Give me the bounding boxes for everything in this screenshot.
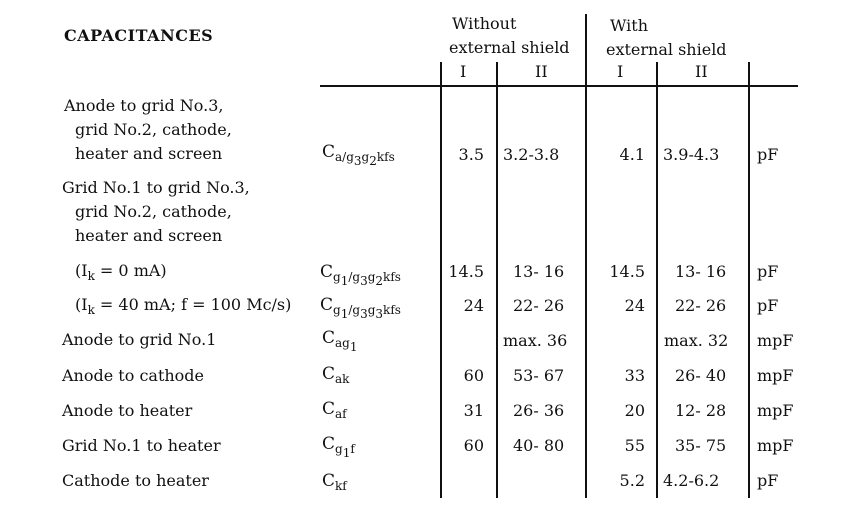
row3-desc: ($I_k = 0$ mA) <box>75 261 167 284</box>
divider-3 <box>585 14 587 498</box>
divider-5 <box>748 62 750 498</box>
header-col-w-II: II <box>695 62 708 81</box>
row8-w-II: 35- 75 <box>675 436 727 455</box>
row1-wo-II: 3.2-3.8 <box>503 145 560 164</box>
row5-unit: mpF <box>757 331 794 350</box>
divider-4 <box>656 62 658 498</box>
row1-w-II: 3.9-4.3 <box>663 145 720 164</box>
row6-unit: mpF <box>757 366 794 385</box>
header-with-line1: With <box>610 16 649 35</box>
row7-w-I: 20 <box>624 401 645 420</box>
row6-wo-II: 53- 67 <box>513 366 565 385</box>
row9-desc: Cathode to heater <box>62 471 209 490</box>
row6-wo-I: 60 <box>463 366 484 385</box>
row9-symbol: $C_{kf}$ <box>322 471 347 493</box>
table-title: CAPACITANCES <box>64 26 214 45</box>
row8-symbol: $C_{g_1f}$ <box>322 434 355 460</box>
row4-wo-II: 22- 26 <box>513 296 565 315</box>
row1-desc-line1: Anode to grid No.3, <box>64 96 224 115</box>
row8-unit: mpF <box>757 436 794 455</box>
header-col-wo-II: II <box>535 62 548 81</box>
row3-unit: pF <box>757 262 779 281</box>
row3-wo-I: 14.5 <box>448 262 484 281</box>
row4-w-I: 24 <box>624 296 645 315</box>
row8-desc: Grid No.1 to heater <box>62 436 221 455</box>
row3-w-I: 14.5 <box>609 262 645 281</box>
row3-symbol: $C_{g_1/g_3g_2kfs}$ <box>320 262 401 288</box>
header-col-w-I: I <box>617 62 624 81</box>
header-rule <box>320 85 798 87</box>
row1-unit: pF <box>757 145 779 164</box>
row6-desc: Anode to cathode <box>62 366 205 385</box>
row6-w-I: 33 <box>624 366 645 385</box>
row7-unit: mpF <box>757 401 794 420</box>
row7-w-II: 12- 28 <box>675 401 727 420</box>
row1-w-I: 4.1 <box>619 145 645 164</box>
row4-w-II: 22- 26 <box>675 296 727 315</box>
row5-symbol: $C_{ag_1}$ <box>322 328 358 354</box>
row7-wo-I: 31 <box>463 401 484 420</box>
divider-2 <box>496 62 498 498</box>
row3-w-II: 13- 16 <box>675 262 727 281</box>
divider-1 <box>440 62 442 498</box>
row1-desc-line3: heater and screen <box>75 144 223 163</box>
row8-w-I: 55 <box>624 436 645 455</box>
row1-desc-line2: grid No.2, cathode, <box>75 120 232 139</box>
row6-symbol: $C_{ak}$ <box>322 364 350 386</box>
row8-wo-II: 40- 80 <box>513 436 565 455</box>
row1-symbol: $C_{a/g_3g_2kfs}$ <box>322 142 395 168</box>
row5-w-II: max. 32 <box>664 331 729 350</box>
row9-w-II: 4.2-6.2 <box>663 471 720 490</box>
row7-wo-II: 26- 36 <box>513 401 565 420</box>
header-without-line1: Without <box>452 14 517 33</box>
row5-wo-II: max. 36 <box>503 331 568 350</box>
row4-wo-I: 24 <box>463 296 484 315</box>
row7-desc: Anode to heater <box>62 401 193 420</box>
header-col-wo-I: I <box>460 62 467 81</box>
row4-unit: pF <box>757 296 779 315</box>
row8-wo-I: 60 <box>463 436 484 455</box>
row2-desc-line1: Grid No.1 to grid No.3, <box>62 178 250 197</box>
row6-w-II: 26- 40 <box>675 366 727 385</box>
row1-wo-I: 3.5 <box>458 145 484 164</box>
row9-unit: pF <box>757 471 779 490</box>
row2-desc-line2: grid No.2, cathode, <box>75 202 232 221</box>
row3-wo-II: 13- 16 <box>513 262 565 281</box>
row4-symbol: $C_{g_1/g_3g_3kfs}$ <box>320 295 401 321</box>
row4-desc: ($I_k = 40$ mA; f = 100 Mc/s) <box>75 295 292 318</box>
row9-w-I: 5.2 <box>619 471 645 490</box>
header-with-line2: external shield <box>606 40 727 59</box>
row7-symbol: $C_{af}$ <box>322 399 347 421</box>
row5-desc: Anode to grid No.1 <box>62 330 217 349</box>
row2-desc-line3: heater and screen <box>75 226 223 245</box>
header-without-line2: external shield <box>449 38 570 57</box>
